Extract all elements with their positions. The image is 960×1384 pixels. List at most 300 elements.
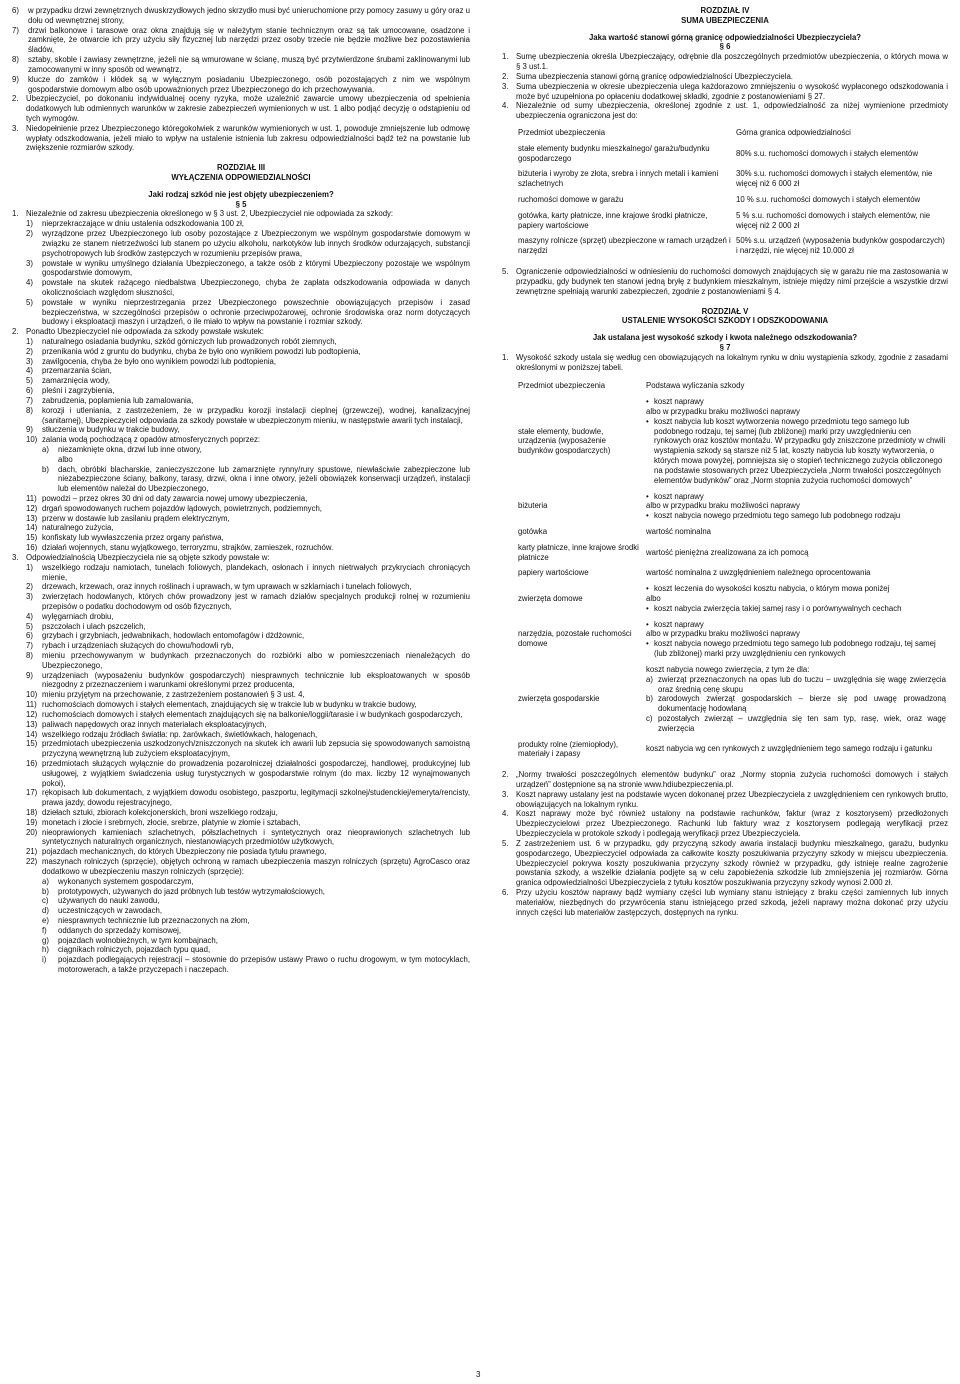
list-item [646,492,946,502]
item-text: konfiskaty lub wywłaszczenia przez organy państwa, [42,533,224,543]
chapter-5-subtitle: USTALENIE WYSOKOŚCI SZKODY I ODSZKODOWANIA [621,316,829,326]
list-item [26,376,470,386]
item-number: 7) [12,25,19,35]
item-text: albo [646,594,661,603]
item-number: 9) [26,670,33,680]
list-item [12,75,470,95]
table-row [516,394,948,488]
item-text: Sumę ubezpieczenia określa Ubezpieczający, odrębnie dla poszczególnych przedmiotów ubezpieczenia, o których mowa w § 3 ust.1. [516,52,948,72]
item-text: naturalnego osiadania budynku, szkód górniczych lub prowadzonych robót ziemnych, [42,337,337,346]
security-conditions-list [12,6,470,94]
item-number: 2) [26,346,33,356]
list-item [26,366,470,376]
paragraph-text: Ubezpieczyciel, po dokonaniu indywidualnej oceny ryzyka, może uzależnić zawarcie umowy ubezpieczenia od spełnienia dodatkowych lub odmiennych warunków w zakresie zabezpieczeń wymienionych w ust. 1 albo podjąć decyzję o odstąpieniu od tych wymogów. [26,94,470,123]
item-number: 3) [26,356,33,366]
chapter-3-question: Jaki rodzaj szkód nie jest objęty ubezpieczeniem? [148,189,334,199]
list-item [646,629,946,639]
table-cell: 5 % s.u. ruchomości domowych i stałych elementów, nie więcej niż 2 000 zł [736,210,931,230]
table-row [516,208,948,234]
table-cell: gotówka [518,526,548,536]
item-text: grzybach i grzybniach, jedwabnikach, hodowlach entomofagów i dżdżownic, [42,631,305,641]
list-item [646,639,946,659]
list-item [646,407,946,417]
list-item [26,828,470,848]
item-number: 1) [26,562,33,572]
list-item [502,888,948,917]
list-item [26,631,470,641]
item-text: koszt naprawy [654,397,704,407]
table-cell: karty płatnicze, inne krajowe środki płatnicze [518,542,639,562]
item-number: 5) [26,621,33,631]
chapter-3-title: ROZDZIAŁ III [216,163,266,173]
table-cell [644,394,948,488]
item-number: 14) [26,523,38,533]
exclusion-2-items [26,337,470,445]
item-text: uczestniczących w zawodach, [58,906,163,916]
list-item [26,857,470,877]
list-item [26,847,470,857]
item-number: 6) [26,386,33,396]
item-number: a) [42,444,49,454]
item-text: niezamknięte okna, drzwi lub inne otwory, [58,444,202,454]
item-text: koszt nabycia zwierzęcia takiej samej rasy i o porównywalnych cechach [654,603,902,613]
item-number: 4. [502,101,509,111]
list-item [502,839,948,888]
item-text: korozji i utleniania, z zastrzeżeniem, że w przypadku korozji instalacji cieplnej (grzewczej), wodnej, kanalizacyjnej (sanitarnej), Ubezpieczyciel odpowiada za szkody powstałe w ubezpieczonym mieniu, w następstwie awarii tych instalacji, [42,405,470,425]
list-item [26,818,470,828]
item-text: pszczołach i ulach pszczelich, [42,621,146,631]
list-item [26,494,470,504]
item-text: powstałe na skutek rażącego niedbalstwa Ubezpieczonego, chyba że zapłata odszkodowania odpowiada w danych okolicznościach względom słuszności, [42,278,470,297]
paragraph-number: 2. [12,94,19,104]
item-number: c) [646,713,653,723]
item-text: koszt naprawy [654,619,704,629]
list-item [502,353,948,373]
list-item [42,906,470,916]
item-number: 6. [502,887,509,897]
item-text: pojazdach podlegających rejestracji – stosownie do przepisów ustawy Prawo o ruchu drogowym, w tym motocyklach, motorowerach, a także przyczepach i naczepach. [58,955,470,974]
item-text: drgań spowodowanych ruchem pojazdów lądowych, powietrznych, podziemnych, [42,503,322,513]
list-item [26,622,470,632]
table-row [516,524,948,540]
paragraph-number: 1. [12,209,19,219]
item-number: b) [42,464,49,474]
list-item [42,455,470,465]
list-item [26,406,470,426]
item-number: 4) [26,366,33,376]
item-text: zabrudzenia, poplamienia lub zamalowania, [42,395,194,405]
item-number: 15) [26,533,38,543]
item-text: koszt nabycia nowego przedmiotu tego samego lub podobnego rodzaju, tej samej (lub zbliżonej) marki przy uwzględnieniu cen rynkowych [654,639,936,659]
item-text: oddanych do sprzedaży komisowej, [58,925,182,935]
bullet-icon: • [646,619,649,629]
list-item [26,612,470,622]
list-item [502,52,948,72]
item-text: przemarzania ścian, [42,366,112,376]
item-text: Koszt naprawy ustalany jest na podstawie wycen dokonanej przez Ubezpieczyciela z uwzględnieniem cen rynkowych brutto, obowiązujących na lokalnym rynku. [516,789,948,809]
list-item [502,267,948,296]
list-item [26,651,470,671]
section-7-list [502,770,948,917]
list-item [26,229,470,258]
bullet-icon: • [646,397,649,407]
item-number: 1) [26,337,33,346]
item-text: wszelkiego rodzaju namiotach, tunelach foliowych, plandekach, osłonach i innych nietrwałych przykryciach chroniących mienie, [42,562,470,582]
item-number: 16) [26,758,38,768]
paragraph-2 [12,94,470,123]
item-text: drzewach, krzewach, oraz innych roślinach i uprawach, w tym uprawach w szklarniach i tunelach foliowych, [42,582,412,592]
item-number: 3) [26,258,33,268]
item-number: d) [42,906,49,916]
item-number: 7) [26,641,33,651]
item-text: urządzeniach (wyposażeniu budynków gospodarczych) niesprawnych technicznie lub eksploatowanych w sposób niezgodny z przeznaczeniem i warunkami określonymi przez producenta, [42,670,470,690]
item-text: Niezależnie od sumy ubezpieczenia, określonej zgodnie z ust. 1, odpowiedzialność za niżej wymienione przedmioty ubezpieczenia ograniczona jest do: [516,101,948,121]
item-text: koszt nabycia nowego przedmiotu tego samego lub podobnego rodzaju [654,511,901,521]
table-cell: biżuteria [518,501,548,511]
list-item [646,694,946,714]
table-header-row [516,378,948,394]
item-text: dach, obróbki blacharskie, zanieczyszczone lub zamarznięte rynny/rury spustowe, niewłaściwie zabezpieczone lub niezabezpieczone ściany, balkony, tarasy, drzwi, okna i inne otwory, jeżeli obowiązek konserwacji urządzeń, instalacji lub elementów należał do Ubezpieczonego, [58,464,470,494]
table-header-row [516,125,948,141]
list-item [12,26,470,55]
table-cell: 50% s.u. urządzeń (wyposażenia budynków gospodarczych) i narzędzi, nie więcej niż 10.000 zł [736,236,945,256]
item-number: b) [646,694,653,704]
table-row [516,581,948,616]
item-number: 7) [26,395,33,405]
table-cell: wartość nominalna z uwzględnieniem należnego oprocentowania [646,568,871,578]
exclusion-2-10-items [26,445,470,494]
item-text: Wysokość szkody ustala się według cen obowiązujących na lokalnym rynku w dniu wystąpienia szkody, zgodnie z zasadami określonymi w poniższej tabeli. [516,352,948,372]
item-text: ruchomościach domowych i stałych elementach znajdujących się na balkonie/loggii/tarasie i w budynkach gospodarczych, [42,709,463,719]
list-item [26,720,470,730]
table-row [516,662,948,737]
table-row [516,192,948,208]
item-number: 16) [26,543,38,553]
item-number: 18) [26,808,38,817]
chapter-5-title: ROZDZIAŁ V [701,306,749,316]
item-text: „Normy trwałości poszczególnych elementów budynku” oraz „Normy stopnia zużycia ruchomości domowych i stałych urządzeń” dostępnione są na stronie www.hdiubezpieczenia.pl. [516,770,948,789]
paragraph-text: Ponadto Ubezpieczyciel nie odpowiada za szkody powstałe wskutek: [26,327,264,337]
item-number: 8) [12,55,19,65]
table-cell: ruchomości domowe w garażu [518,195,624,204]
exclusion-3-items [26,563,470,877]
item-number: 10) [26,690,38,700]
item-number: 5) [26,376,33,386]
item-text: zwierząt przeznaczonych na opas lub do tuczu – uwzględnia się wagę zwierzęcia oraz średnią cenę skupu [658,674,946,694]
paragraph-number: 3. [12,552,19,562]
table-cell: biżuteria i wyroby ze złota, srebra i innych metali i kamieni szlachetnych [518,169,719,189]
item-number: f) [42,925,47,935]
table-cell: zwierzęta gospodarskie [518,694,600,704]
list-item [26,425,470,435]
list-item [42,936,470,946]
item-text: pojazdach wolnobieżnych, w tym kombajnach, [58,935,218,945]
list-item [26,278,470,298]
item-number: 13) [26,719,38,729]
list-item [26,386,470,396]
item-text: niesprawnych technicznie lub przeznaczonych na złom, [58,915,250,925]
item-text: działań wojennych, stanu wyjątkowego, terroryzmu, strajków, zamieszek, rozruchów. [42,543,334,553]
exclusion-3 [12,553,470,975]
item-text: wyrządzone przez Ubezpieczonego lub osoby pozostające z Ubezpieczonym we wspólnym gospodarstwie domowym w związku ze stanem nietrzeźwości lub stanem po użyciu alkoholu, narkotyków lub innych środków odurzających, substancji psychotropowych lub środków zastępczych w rozumieniu przepisów prawa, [42,229,470,258]
table-cell: stałe elementy, budowle, urządzenia (wyposażenie budynków gospodarczych) [518,426,611,456]
paragraph-text: Niedopełnienie przez Ubezpieczonego któregokolwiek z warunków wymienionych w ust. 1, powoduje zmniejszenie lub odmowę wypłaty odszkodowania, jeżeli miało to wpływ na ustalenie istnienia lub zakresu odpowiedzialności bądź też na powstanie lub zwiększenie rozmiarów szkody. [26,123,470,153]
bullet-icon: • [646,511,649,521]
list-item [26,435,470,445]
paragraph-3 [12,124,470,153]
list-item [646,417,946,486]
list-item [42,945,470,955]
table-cell: wartość pieniężna zrealizowana za ich pomocą [646,547,809,557]
item-text: rybach i urządzeniach służących do chowu/hodowli ryb, [42,641,234,651]
item-text: koszt naprawy [654,491,704,501]
list-item [646,675,946,695]
table-cell: gotówka, karty płatnicze, inne krajowe środki płatnicze, papiery wartościowe [518,210,708,230]
table-cell: produkty rolne (ziemiopłody), materiały i zapasy [518,739,619,759]
item-number: 14) [26,729,38,739]
list-item [26,396,470,406]
item-number: 4) [26,611,33,621]
item-text: ciągnikach rolniczych, pojazdach typu quad, [58,945,211,955]
item-text: mieniu przechowywanym w budynkach przeznaczonych do rozbiórki albo w pomieszczeniach nienależących do Ubezpieczonego, [42,651,470,670]
item-number: a) [646,674,653,684]
exclusion-2 [12,327,470,553]
item-text: nieoprawionych kamieniach szlachetnych, półszlachetnych i syntetycznych oraz nieoprawionych szlachetnych lub syntetycznych naturalnych organicznych, niestanowiących przedmiotów użytkowych, [42,827,470,847]
liability-limits-table [516,125,948,259]
exclusion-3-22-items [26,877,470,975]
list-item [26,514,470,524]
list-item [646,397,946,407]
list-item [502,770,948,790]
list-item [26,259,470,279]
item-number: 4. [502,809,509,819]
item-text: paliwach napędowych oraz innych materiałach eksploatacyjnych, [42,719,267,729]
exclusion-1-items [26,219,470,327]
item-number: 17) [26,788,38,798]
table-row [516,489,948,524]
table-cell [644,489,948,524]
chapter-5-question: Jak ustalana jest wysokość szkody i kwota należnego odszkodowania? [592,333,858,343]
item-text: powstałe w wyniku umyślnego działania Ubezpieczonego, a także osób z którymi Ubezpieczony pozostaje we wspólnym gospodarstwie domowym, [42,258,470,278]
item-text: w przypadku drzwi zewnętrznych dwuskrzydłowych jedno skrzydło musi być unieruchomione przy pomocy zasuwy u góry oraz u dołu od wewnętrznej strony, [28,6,470,25]
item-text: używanych do nauki zawodu, [58,896,160,906]
section-4-paragraphs [12,94,470,153]
list-item [26,533,470,543]
item-text: stłuczenia w budynku w trakcie budowy, [42,425,180,435]
table-cell: stałe elementy budynku mieszkalnego/ garażu/budynku gospodarczego [518,143,710,163]
basis-list [646,620,946,659]
item-text: mieniu przyjętym na przechowanie, z zastrzeżeniem postanowień § 3 ust. 4, [42,690,305,700]
item-number: 12) [26,503,38,513]
item-text: Suma ubezpieczenia stanowi górną granicę odpowiedzialności Ubezpieczyciela. [516,71,793,81]
table-header-cell: Przedmiot ubezpieczenia [518,127,606,137]
item-number: 2) [26,582,33,592]
item-number: 22) [26,857,38,867]
item-number: 5) [26,297,33,307]
item-number: 5. [502,267,509,277]
item-number: h) [42,945,49,955]
item-number: 11) [26,494,37,503]
item-number: 21) [26,847,38,857]
list-item [42,926,470,936]
list-item [26,808,470,818]
item-number: 12) [26,709,38,719]
table-row [516,540,948,566]
list-item [26,700,470,710]
item-number: 6) [26,631,33,641]
section-6-list [502,52,948,121]
item-number: a) [42,876,49,886]
item-text: przedmiotach służących wyłącznie do prowadzenia pozarolniczej działalności gospodarczej, handlowej, produkcyjnej lub usługowej, z wyjątkiem świadczenia usług turystycznych w gospodarstwie rolnym (do max. liczby 12 wynajmowanych pokoi), [42,758,470,788]
list-item [26,671,470,691]
livestock-rules-list [646,675,946,734]
cell-intro-text: koszt nabycia nowego zwierzęcia, z tym że dla: [646,664,810,674]
paragraph-number: 3. [12,123,19,133]
table-cell [644,662,948,737]
damage-basis-table [516,378,948,762]
item-text: koszt nabycia lub koszt wytworzenia nowego przedmiotu tego samego lub podobnego rodzaju, tej samej (lub zbliżonej) marki przy uwzględnieniu cen rynkowych oraz kosztów montażu. W przypadku gdy zniszczone przedmioty w chwili wystąpienia szkody są starsze niż 5 lat, koszty nabycia lub koszty wytworzenia, o których mowa powyżej, pomniejsza się o stopień technicznego zużycia obliczonego na podstawie stosowanych przez Ubezpieczyciela „Norm trwałości poszczególnych elementów budynków” oraz „Norm stopnia zużycia ruchomości domowych” [654,416,946,485]
list-item [42,955,470,975]
item-number: 9) [26,425,33,435]
list-item [42,877,470,887]
item-text: nieprzekraczające w dniu ustalenia odszkodowania 100 zł, [42,219,244,229]
item-number: 1) [26,219,33,229]
list-item [502,82,948,102]
table-row [516,141,948,167]
item-number: i) [42,955,47,965]
item-text: wykonanych systemem gospodarczym, [58,876,194,886]
item-text: naturalnego zużycia, [42,523,114,533]
list-item [42,465,470,494]
item-text: sztaby, skoble i zawiasy zewnętrzne, jeżeli nie są wmurowane w ścianę, muszą być przytwierdzone śrubami zaklinowanymi lub zamocowanymi w inny sposób od wewnątrz, [28,55,470,74]
chapter-4-title: ROZDZIAŁ IV [700,6,750,15]
table-cell: maszyny rolnicze (sprzęt) ubezpieczone w ramach urządzeń i narzędzi [518,236,731,256]
item-text: powodzi – przez okres 30 dni od daty zawarcia nowej umowy ubezpieczenia, [42,494,308,503]
item-text: przedmiotach ubezpieczenia uszkodzonych/zniszczonych na skutek ich awarii lub zepsucia się spowodowanych samoistną przyczyną wewnętrzną lub zużyciem eksploatacyjnym, [42,739,470,759]
item-number: 2. [502,770,509,780]
bullet-icon: • [646,491,649,501]
item-number: 3) [26,592,33,602]
item-number: g) [42,935,49,945]
item-text: przerw w dostawie lub zasilaniu prądem elektrycznym, [42,513,230,523]
table-row [516,565,948,581]
list-item [646,620,946,630]
item-number: 8) [26,405,33,415]
item-text: pojazdach mechanicznych, do których Ubezpieczony nie posiada tytułu prawnego, [42,847,327,857]
list-item [26,357,470,367]
exclusion-1 [12,209,470,327]
item-number: 20) [26,827,38,837]
section-5-sign: § 5 [235,199,247,209]
list-item [26,563,470,583]
table-cell [644,617,948,662]
paragraph-text: Niezależnie od zakresu ubezpieczenia określonego w § 3 ust. 2, Ubezpieczyciel nie odpowiada za szkody: [26,209,394,219]
table-row [516,737,948,763]
item-text: Suma ubezpieczenia w okresie ubezpieczenia ulega każdorazowo zmniejszeniu o wysokość wypłaconego odszkodowania i może być uzupełniona po opłaceniu dodatkowej składki, zgodnie z postanowieniami § 27. [516,81,948,101]
left-column [12,6,470,975]
list-item [646,584,946,594]
item-number: 2. [502,71,509,81]
section-7-point-1 [502,353,948,373]
list-item [646,511,946,521]
item-number: 11) [26,700,37,710]
paragraph-number: 2. [12,327,19,337]
table-header-cell: Podstawa wyliczania szkody [646,381,745,391]
item-number: c) [42,896,49,906]
item-number: 4) [26,278,33,288]
table-cell: 30% s.u. ruchomości domowych i stałych elementów, nie więcej niż 6 000 zł [736,169,933,189]
item-text: rękopisach lub dokumentach, z wyjątkiem dowodu osobistego, paszportu, legitymacji szkolnej/studenckiej/emeryta/rencisty, prawa jazdy, dowodu rejestracyjnego, [42,788,470,808]
list-item [12,6,470,26]
item-number: 10) [26,435,38,445]
table-cell: 80% s.u. ruchomości domowych i stałych elementów [736,148,919,158]
list-item [502,72,948,82]
item-text: Przy użyciu kosztów naprawy bądź wymiany części lub wymiany stanu istniejący z braku części zamiennych lub innych materiałów, niezbędnych do przywrócenia stanu istniejącego przed szkodą, jeżeli naprawy można dokonać przy użyciu innych części lub materiałów zastępczych, dostępnych na rynku. [516,887,948,917]
item-text: wylęgarniach drobiu, [42,611,114,621]
paragraph-text: Odpowiedzialnością Ubezpieczyciela nie są objęte szkody powstałe w: [26,552,270,562]
list-item [646,604,946,614]
item-text: zawilgocenia, chyba że było ono wynikiem powodzi lub podtopienia, [42,356,277,366]
bullet-icon: • [646,584,649,594]
item-number: 6) [12,6,19,15]
item-number: 19) [26,817,38,827]
item-number: 13) [26,513,38,523]
item-text: przenikania wód z gruntu do budynku, chyba że było ono wynikiem powodzi lub podtopienia, [42,346,361,356]
chapter-4-question: Jaka wartość stanowi górną granicę odpowiedzialności Ubezpieczyciela? [588,32,862,42]
item-number: 5. [502,838,509,848]
list-item [26,543,470,553]
item-text: wszelkiego rodzaju źródłach światła: np. żarówkach, świetlówkach, halogenach, [42,729,318,739]
list-item [26,710,470,720]
basis-list [646,584,946,613]
list-item [26,504,470,514]
basis-list [646,397,946,485]
list-item [502,809,948,838]
table-cell: zwierzęta domowe [518,594,583,603]
list-item [26,298,470,327]
item-text: zarodowych zwierząt gospodarskich – bierze się pod uwagę prowadzoną dokumentację hodowlaną [658,694,946,714]
item-text: Z zastrzeżeniem ust. 6 w przypadku, gdy przyczyną szkody awaria instalacji budynku mieszkalnego, garażu, budynku gospodarczego, Ubezpieczyciel odpowiada za całkowite koszty poszukiwania przyczyny szkody w miejscu ubezpieczenia. Ubezpieczyciel pokrywa koszty poszukiwania przyczyny szkody również w przypadku, gdy istnieje realne zagrożenie powstania szkody, a wszelkie działania podjęte są w celu zapobieżenia szkodzie lub zmniejszenia jej rozmiarów. Górna granica odpowiedzialności Ubezpieczyciela z tytułu kosztów poszukiwania przyczyny szkody wynosi 2.000 zł. [516,838,948,888]
item-number: 2) [26,229,33,239]
item-text: zalania wodą pochodzącą z opadów atmosferycznych poprzez: [42,435,261,445]
table-row [516,617,948,662]
list-item [26,337,470,347]
page-number: 3 [476,1370,481,1379]
exclusions-list [12,209,470,974]
basis-list [646,492,946,521]
list-item [646,501,946,511]
item-text: drzwi balkonowe i tarasowe oraz okna znajdują się w należytym stanie technicznym oraz są tak umocowane, osadzone i zamknięte, że otwarcie ich przy użyciu siły fizycznej lub narzędzi przez osoby trzecie nie będzie możliwe bez pozostawienia śladów, [28,25,470,55]
item-number: b) [42,886,49,896]
item-number: 3. [502,81,509,91]
table-row [516,233,948,259]
table-header-cell: Górna granica odpowiedzialności [736,127,851,137]
list-item [42,896,470,906]
item-number: 3. [502,789,509,799]
item-text: powstałe w wyniku nieprzestrzegania przez Ubezpieczonego powszechnie obowiązujących przepisów i zasad bezpieczeństwa, w szczególności przepisów o ochronie przeciwpożarowej, ochronie środowiska oraz norm dotyczących budowy i eksploatacji maszyn i urządzeń, o ile miało to wpływ na powstanie i rozmiar szkody. [42,297,470,327]
table-cell: narzędzia, pozostałe ruchomości domowe [518,629,632,649]
chapter-4-subtitle: SUMA UBEZPIECZENIA [681,15,769,25]
item-number: 1. [502,352,509,362]
list-item [646,594,946,604]
section-6-sign: § 6 [719,42,731,52]
item-text: Koszt naprawy może być również ustalony na podstawie rachunków, faktur (wraz z kosztorysem) przedłożonych Ubezpieczycielowi przez Ubezpieczonego. Rachunki lub faktury wraz z kosztorysem podlegają weryfikacji przez Ubezpieczyciela w protokole szkody i podlegają weryfikacji przez Ubezpieczyciela. [516,809,948,839]
list-item [42,916,470,926]
item-text: prototypowych, używanych do jazd próbnych lub testów wytrzymałościowych, [58,886,325,896]
list-item [26,347,470,357]
chapter-3-subtitle: WYŁĄCZENIA ODPOWIEDZIALNOŚCI [171,173,311,182]
item-number: 15) [26,739,38,749]
